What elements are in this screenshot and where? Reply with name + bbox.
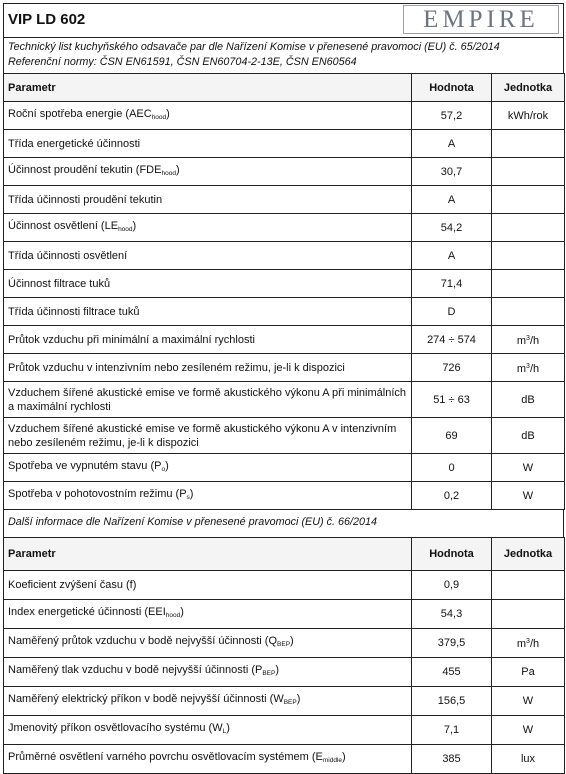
parameter-unit: dB	[492, 382, 565, 418]
parameter-label: Koeficient zvýšení času (f)	[4, 571, 412, 600]
parameter-label: Vzduchem šířené akustické emise ve formě akustického výkonu A při minimálních a maximální rychlosti	[4, 382, 412, 418]
parameter-unit	[492, 130, 565, 158]
parameter-unit: Pa	[492, 658, 565, 687]
header-value: Hodnota	[412, 538, 492, 571]
parameter-unit	[492, 270, 565, 298]
superscript: 3	[526, 362, 530, 370]
parameter-label: Roční spotřeba energie $(AEC_{hood})$	[4, 102, 412, 130]
parameter-value: 726	[412, 354, 492, 382]
table-row	[4, 242, 565, 270]
model-name: VIP LD 602	[8, 11, 86, 28]
additional-info-line: Další informace dle Nařízení Komise v přenesené pravomoci (EU) č. 66/2014	[3, 510, 564, 537]
parameter-unit: dB	[492, 418, 565, 454]
parameter-label: Průtok vzduchu při minimální a maximální rychlosti	[4, 326, 412, 354]
parameter-label: Třída energetické účinnosti	[4, 130, 412, 158]
table-row	[4, 418, 565, 454]
subscript: hood	[151, 113, 167, 121]
parameter-value: 54,2	[412, 214, 492, 242]
parameter-value: A	[412, 186, 492, 214]
parameter-value: 0,2	[412, 482, 492, 510]
table-row	[4, 571, 565, 600]
parameter-unit	[492, 242, 565, 270]
table-row	[4, 298, 565, 326]
parameter-unit: $m^3/h$	[492, 326, 565, 354]
subscript: BEP	[277, 641, 291, 648]
sheet-header	[3, 3, 564, 37]
table-row	[4, 629, 565, 658]
parameter-label: Spotřeba v pohotovostním režimu $(P_s)$	[4, 482, 412, 510]
parameter-label: Účinnost filtrace tuků	[4, 270, 412, 298]
superscript: 3	[526, 638, 530, 645]
parameter-unit	[492, 298, 565, 326]
parameter-unit: lux	[492, 745, 565, 774]
header-parameter: Parametr	[4, 74, 412, 102]
regulation-line: Technický list kuchyňského odsavače par dle Nařízení Komise v přenesené pravomoci (EU) č. 65/2014	[8, 41, 500, 53]
parameter-value: 51 ÷ 63	[412, 382, 492, 418]
parameter-value: 455	[412, 658, 492, 687]
header-unit: Jednotka	[492, 538, 565, 571]
parameter-value: 156,5	[412, 687, 492, 716]
subscript: BEP	[262, 670, 276, 677]
parameter-unit	[492, 186, 565, 214]
parameter-value: 385	[412, 745, 492, 774]
header-parameter: Parametr	[4, 538, 412, 571]
parameter-label: Třída účinnosti osvětlení	[4, 242, 412, 270]
table-row	[4, 658, 565, 687]
subscript: hood	[118, 225, 133, 233]
table-row	[4, 326, 565, 354]
table-row	[4, 454, 565, 482]
parameter-value: 274 ÷ 574	[412, 326, 492, 354]
subscript: o	[161, 465, 166, 473]
table-header-row	[4, 538, 565, 571]
parameter-unit	[492, 214, 565, 242]
parameter-label: Naměřený tlak vzduchu v bodě nejvyšší účinnosti $(P_{BEP})$	[4, 658, 412, 687]
brand-logo: EMPIRE	[403, 5, 559, 34]
parameters-table-1	[3, 73, 565, 510]
parameter-label: Třída účinnosti filtrace tuků	[4, 298, 412, 326]
parameter-unit: W	[492, 482, 565, 510]
table-row	[4, 716, 565, 745]
subscript: L	[222, 728, 227, 735]
header-unit: Jednotka	[492, 74, 565, 102]
parameter-label: Jmenovitý příkon osvětlovacího systému $(W_L)$	[4, 716, 412, 745]
parameters-table-2	[3, 537, 565, 774]
table-row	[4, 482, 565, 510]
subscript: hood	[161, 169, 176, 177]
parameter-unit: W	[492, 716, 565, 745]
table-row	[4, 745, 565, 774]
subscript: BEP	[283, 699, 297, 706]
parameter-label: Vzduchem šířené akustické emise ve formě akustického výkonu A v intenzivním nebo zesíleném režimu, je-li k dispozici	[4, 418, 412, 454]
parameter-label: Naměřený elektrický příkon v bodě nejvyšší účinnosti $(W_{BEP})$	[4, 687, 412, 716]
parameter-value: 69	[412, 418, 492, 454]
parameter-value: A	[412, 130, 492, 158]
table-row	[4, 158, 565, 186]
parameter-unit	[492, 158, 565, 186]
parameter-value: 30,7	[412, 158, 492, 186]
parameter-label: Index energetické účinnosti $(EEI_{hood})$	[4, 600, 412, 629]
table-row	[4, 130, 565, 158]
parameter-unit: W	[492, 454, 565, 482]
parameter-unit: $m^3/h$	[492, 629, 565, 658]
parameter-unit	[492, 571, 565, 600]
parameter-label: Naměřený průtok vzduchu v bodě nejvyšší účinnosti $(Q_{BEP})$	[4, 629, 412, 658]
parameter-label: Spotřeba ve vypnutém stavu $(P_o)$	[4, 454, 412, 482]
parameter-value: A	[412, 242, 492, 270]
parameter-value: 0,9	[412, 571, 492, 600]
parameter-unit: W	[492, 687, 565, 716]
standards-line: Referenční normy: ČSN EN61591, ČSN EN60704-2-13E, ČSN EN60564	[8, 56, 357, 68]
parameter-value: D	[412, 298, 492, 326]
table-row	[4, 354, 565, 382]
table-row	[4, 600, 565, 629]
parameter-label: Průměrné osvětlení varného povrchu osvětlovacím systémem $(E_{middle})$	[4, 745, 412, 774]
subscript: middle	[322, 757, 343, 764]
parameter-unit: kWh/rok	[492, 102, 565, 130]
table-row	[4, 102, 565, 130]
table-row	[4, 186, 565, 214]
parameter-value: 71,4	[412, 270, 492, 298]
parameter-label: Třída účinnosti proudění tekutin	[4, 186, 412, 214]
subscript: s	[186, 493, 190, 501]
parameter-value: 379,5	[412, 629, 492, 658]
subscript: hood	[165, 612, 181, 619]
superscript: 3	[526, 334, 530, 342]
header-value: Hodnota	[412, 74, 492, 102]
parameter-label: Účinnost proudění tekutin $(FDE_{hood})$	[4, 158, 412, 186]
regulation-reference	[3, 37, 564, 73]
technical-sheet	[3, 3, 564, 774]
parameter-value: 7,1	[412, 716, 492, 745]
parameter-unit	[492, 600, 565, 629]
parameter-label: Účinnost osvětlení $(LE_{hood})$	[4, 214, 412, 242]
table-row	[4, 214, 565, 242]
table-row	[4, 382, 565, 418]
parameter-value: 57,2	[412, 102, 492, 130]
parameter-value: 54,3	[412, 600, 492, 629]
parameter-unit: $m^3/h$	[492, 354, 565, 382]
parameter-label: Průtok vzduchu v intenzivním nebo zesíleném režimu, je-li k dispozici	[4, 354, 412, 382]
table-row	[4, 270, 565, 298]
parameter-value: 0	[412, 454, 492, 482]
table-row	[4, 687, 565, 716]
table-header-row	[4, 74, 565, 102]
